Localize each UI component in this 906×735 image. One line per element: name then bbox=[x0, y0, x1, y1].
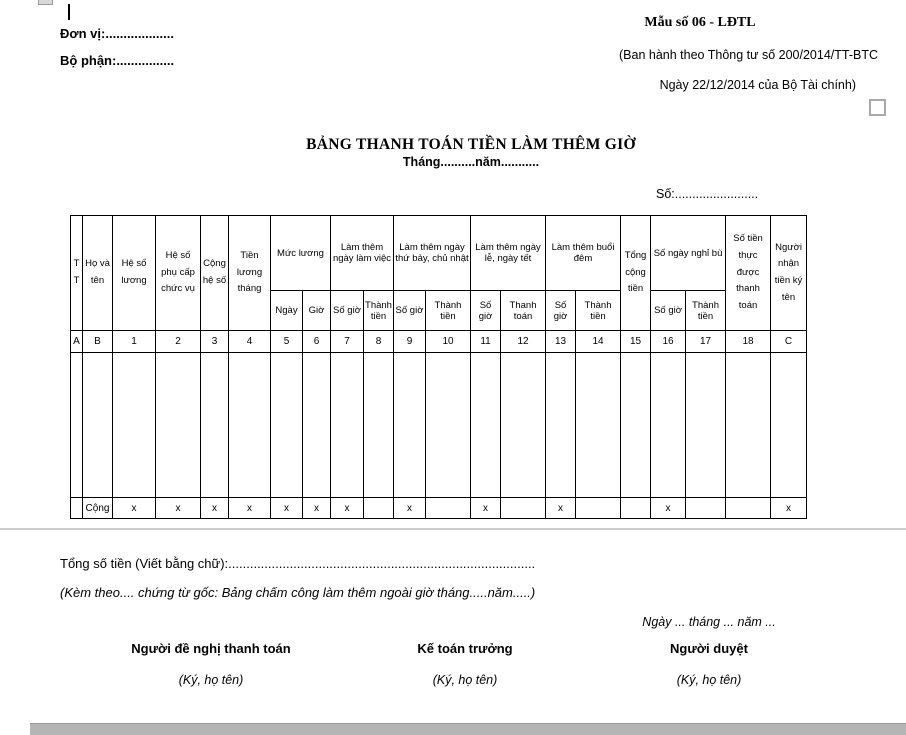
group-header-overtime-workday: Làm thêm ngày làm việc bbox=[331, 216, 394, 291]
total-cell bbox=[621, 498, 651, 519]
total-cell: x bbox=[331, 498, 364, 519]
total-in-words-field[interactable]: Tổng số tiền (Viết bằng chữ):..................................................................................... bbox=[60, 556, 536, 571]
signature-block-requester bbox=[86, 641, 336, 687]
body-cell[interactable] bbox=[331, 353, 364, 498]
body-cell[interactable] bbox=[426, 353, 471, 498]
col-header-actual-amount-paid: Số tiền thực được thanh toán bbox=[726, 216, 771, 331]
total-label: Cộng bbox=[83, 498, 113, 519]
department-field[interactable]: Bộ phận:................ bbox=[60, 53, 175, 68]
header-row-groups bbox=[71, 216, 807, 291]
group-header-overtime-night: Làm thêm buổi đêm bbox=[546, 216, 621, 291]
col-header-grand-total: Tổng cộng tiền bbox=[621, 216, 651, 331]
group-header-overtime-holiday: Làm thêm ngày lễ, ngày tết bbox=[471, 216, 546, 291]
subcol-hours-holiday: Số giờ bbox=[471, 291, 501, 331]
signature-title: Người duyệt bbox=[670, 641, 748, 656]
signature-instruction: (Ký, họ tên) bbox=[432, 673, 498, 687]
total-cell: x bbox=[394, 498, 426, 519]
subcol-amount-weekend: Thành tiền bbox=[426, 291, 471, 331]
total-cell: x bbox=[229, 498, 271, 519]
total-cell bbox=[501, 498, 546, 519]
subcol-amount-night: Thành tiền bbox=[576, 291, 621, 331]
page-divider-line bbox=[0, 528, 906, 530]
issued-under-line1: (Ban hành theo Thông tư số 200/2014/TT-BTC bbox=[619, 48, 878, 62]
total-cell: x bbox=[156, 498, 201, 519]
ordinal-cell: 3 bbox=[201, 331, 229, 353]
total-cell: x bbox=[471, 498, 501, 519]
attachment-note: (Kèm theo.... chứng từ gốc: Bảng chấm công làm thêm ngoài giờ tháng.....năm.....) bbox=[60, 585, 536, 600]
issued-under-line2: Ngày 22/12/2014 của Bộ Tài chính) bbox=[659, 78, 856, 92]
total-cell bbox=[686, 498, 726, 519]
ordinal-cell: 15 bbox=[621, 331, 651, 353]
subcol-day: Ngày bbox=[271, 291, 303, 331]
body-cell[interactable] bbox=[621, 353, 651, 498]
total-cell bbox=[576, 498, 621, 519]
body-cell[interactable] bbox=[726, 353, 771, 498]
total-cell bbox=[71, 498, 83, 519]
col-header-monthly-salary: Tiền lương tháng bbox=[229, 216, 271, 331]
body-cell[interactable] bbox=[576, 353, 621, 498]
ordinal-cell: 2 bbox=[156, 331, 201, 353]
overtime-payment-table bbox=[70, 215, 807, 519]
total-cell: x bbox=[651, 498, 686, 519]
total-cell bbox=[726, 498, 771, 519]
subcol-hours-night: Số giờ bbox=[546, 291, 576, 331]
body-cell[interactable] bbox=[201, 353, 229, 498]
body-cell[interactable] bbox=[71, 353, 83, 498]
ordinal-cell: 5 bbox=[271, 331, 303, 353]
body-cell[interactable] bbox=[471, 353, 501, 498]
form-number-label: Mẫu số 06 - LĐTL bbox=[644, 15, 756, 30]
ordinal-cell: 7 bbox=[331, 331, 364, 353]
signature-instruction: (Ký, họ tên) bbox=[676, 673, 742, 687]
ordinal-cell: 13 bbox=[546, 331, 576, 353]
ordinal-cell: C bbox=[771, 331, 807, 353]
ordinal-cell: B bbox=[83, 331, 113, 353]
col-header-position-allowance: Hệ số phụ cấp chức vụ bbox=[156, 216, 201, 331]
month-year-field[interactable]: Tháng..........năm........... bbox=[402, 155, 540, 169]
body-cell[interactable] bbox=[546, 353, 576, 498]
subcol-hours-weekend: Số giờ bbox=[394, 291, 426, 331]
text-cursor bbox=[68, 4, 70, 20]
signature-date-line: Ngày ... tháng ... năm ... bbox=[642, 615, 776, 629]
signature-block-chief-accountant bbox=[340, 641, 590, 687]
page-bottom-edge bbox=[30, 723, 906, 735]
unit-field[interactable]: Đơn vị:................... bbox=[60, 26, 174, 41]
document-number-field[interactable]: Số:........................ bbox=[656, 187, 759, 201]
ordinal-cell: 12 bbox=[501, 331, 546, 353]
total-cell: x bbox=[303, 498, 331, 519]
total-cell: x bbox=[771, 498, 807, 519]
body-cell[interactable] bbox=[271, 353, 303, 498]
ordinal-cell: A bbox=[71, 331, 83, 353]
body-cell[interactable] bbox=[771, 353, 807, 498]
group-header-compensatory-days: Số ngày nghỉ bù bbox=[651, 216, 726, 291]
ordinal-cell: 1 bbox=[113, 331, 156, 353]
subcol-payment-holiday: Thanh toán bbox=[501, 291, 546, 331]
body-cell[interactable] bbox=[83, 353, 113, 498]
col-header-tt: TT bbox=[71, 216, 83, 331]
total-cell bbox=[364, 498, 394, 519]
total-cell bbox=[426, 498, 471, 519]
signature-title: Kế toán trưởng bbox=[417, 641, 513, 656]
ordinal-row bbox=[71, 331, 807, 353]
subcol-amount-workday: Thành tiền bbox=[364, 291, 394, 331]
col-header-fullname: Họ và tên bbox=[83, 216, 113, 331]
body-cell[interactable] bbox=[303, 353, 331, 498]
subcol-hours-comp: Số giờ bbox=[651, 291, 686, 331]
col-header-total-coefficient: Cộng hệ số bbox=[201, 216, 229, 331]
empty-body-row bbox=[71, 353, 807, 498]
ordinal-cell: 11 bbox=[471, 331, 501, 353]
body-cell[interactable] bbox=[686, 353, 726, 498]
total-cell: x bbox=[201, 498, 229, 519]
ordinal-cell: 8 bbox=[364, 331, 394, 353]
ordinal-cell: 14 bbox=[576, 331, 621, 353]
margin-checkbox[interactable] bbox=[869, 99, 886, 116]
body-cell[interactable] bbox=[501, 353, 546, 498]
group-header-overtime-weekend: Làm thêm ngày thứ bảy, chủ nhật bbox=[394, 216, 471, 291]
total-row bbox=[71, 498, 807, 519]
body-cell[interactable] bbox=[156, 353, 201, 498]
page-title: BẢNG THANH TOÁN TIỀN LÀM THÊM GIỜ bbox=[306, 136, 636, 153]
subcol-amount-comp: Thành tiền bbox=[686, 291, 726, 331]
table-move-handle[interactable] bbox=[38, 0, 53, 5]
col-header-salary-coefficient: Hệ số lương bbox=[113, 216, 156, 331]
ordinal-cell: 18 bbox=[726, 331, 771, 353]
ordinal-cell: 16 bbox=[651, 331, 686, 353]
total-cell: x bbox=[113, 498, 156, 519]
body-cell[interactable] bbox=[229, 353, 271, 498]
body-cell[interactable] bbox=[394, 353, 426, 498]
col-header-recipient-signature: Người nhận tiền ký tên bbox=[771, 216, 807, 331]
signature-block-approver bbox=[584, 641, 834, 687]
body-cell[interactable] bbox=[364, 353, 394, 498]
total-cell: x bbox=[271, 498, 303, 519]
ordinal-cell: 4 bbox=[229, 331, 271, 353]
group-header-wage-rate: Mức lương bbox=[271, 216, 331, 291]
subcol-hours-workday: Số giờ bbox=[331, 291, 364, 331]
signature-instruction: (Ký, họ tên) bbox=[178, 673, 244, 687]
total-cell: x bbox=[546, 498, 576, 519]
ordinal-cell: 6 bbox=[303, 331, 331, 353]
body-cell[interactable] bbox=[651, 353, 686, 498]
subcol-hour: Giờ bbox=[303, 291, 331, 331]
ordinal-cell: 10 bbox=[426, 331, 471, 353]
ordinal-cell: 9 bbox=[394, 331, 426, 353]
body-cell[interactable] bbox=[113, 353, 156, 498]
ordinal-cell: 17 bbox=[686, 331, 726, 353]
signature-title: Người đề nghị thanh toán bbox=[131, 641, 291, 656]
